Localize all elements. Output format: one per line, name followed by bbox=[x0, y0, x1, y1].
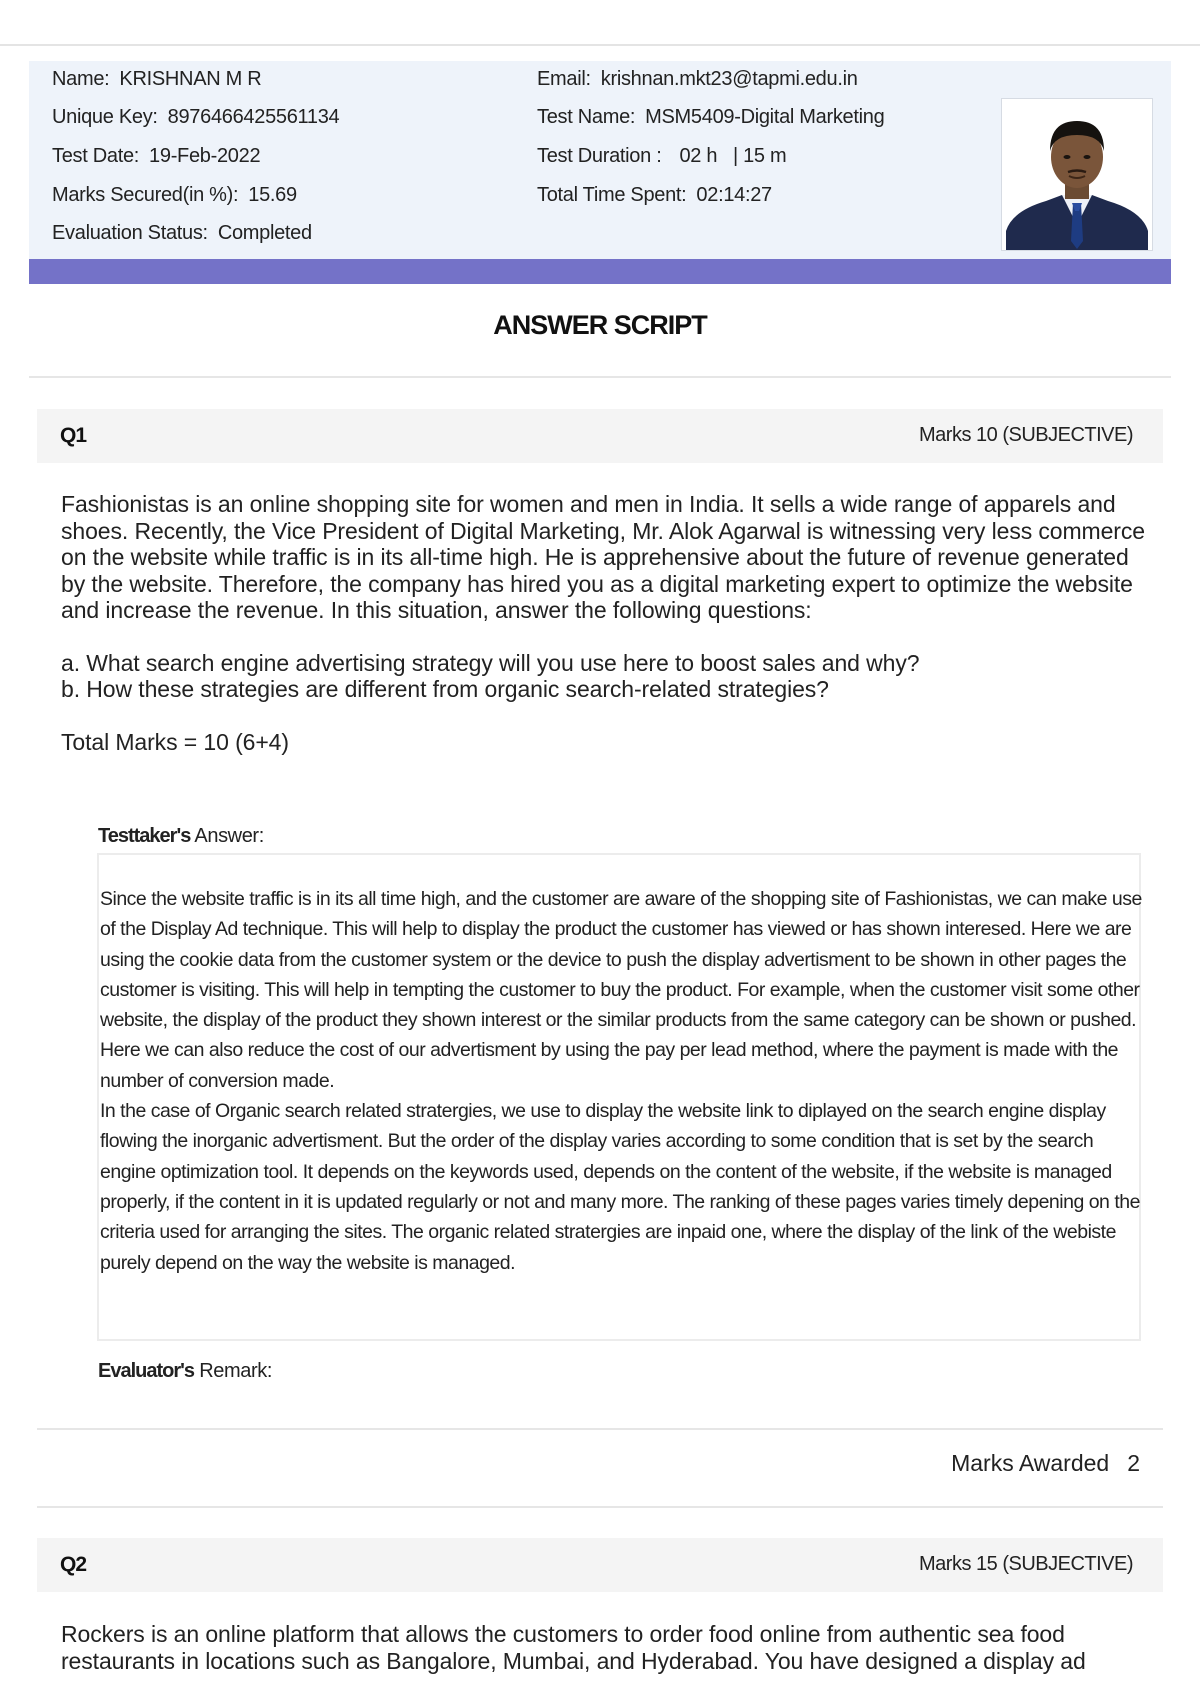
test-duration-row bbox=[537, 144, 786, 168]
candidate-photo bbox=[1001, 98, 1153, 251]
time-spent-row bbox=[537, 183, 772, 207]
question-1-number: Q1 bbox=[60, 424, 87, 447]
evaluator-remark-label bbox=[98, 1360, 272, 1383]
evaluation-status-label: Evaluation Status: bbox=[52, 222, 208, 244]
question-2-body: Rockers is an online platform that allows the customers to order food online from authentic sea food restaurants in locations such as Bangalore, Mumbai, and Hyderabad. You have designed a display ad bbox=[61, 1621, 1086, 1674]
page-title: ANSWER SCRIPT bbox=[493, 310, 707, 340]
question-2-text bbox=[61, 1621, 1151, 1674]
marks-awarded-label: Marks Awarded bbox=[951, 1450, 1110, 1476]
question-1-text bbox=[61, 491, 1151, 755]
question-2-header bbox=[37, 1538, 1163, 1592]
marks-secured-row bbox=[52, 183, 297, 207]
question-1-part-a: a. What search engine advertising strategy will you use here to boost sales and why? bbox=[61, 649, 920, 676]
evaluator-label-text: Remark: bbox=[199, 1360, 272, 1382]
evaluation-status-row bbox=[52, 221, 312, 245]
answer-paragraph-1: Since the website traffic is in its all time high, and the customer are aware of the shopping site of Fashionistas, we can make use of the Display Ad technique. This will help to display the product the customer has viewed or has shown interesed. Here we are using the cookie data from the customer system or the device to push the display advertisment to be shown in other pages the customer is visiting. This will help in tempting the customer to buy the product. For example, when the customer visit some other website, the display of the product they shown interest or the similar products from the same category can be shown or pushed. Here we can also reduce the cost of our advertisment by using the pay per lead method, where the payment is made with the number of conversion made. bbox=[100, 888, 1142, 1092]
evaluator-label-bold: Evaluator's bbox=[98, 1360, 195, 1382]
candidate-email: krishnan.mkt23@tapmi.edu.in bbox=[600, 68, 858, 90]
candidate-portrait-image bbox=[1002, 99, 1152, 250]
candidate-name: KRISHNAN M R bbox=[119, 68, 262, 90]
unique-key: 8976466425561134 bbox=[167, 106, 340, 128]
evaluation-status: Completed bbox=[217, 222, 312, 244]
test-name-row bbox=[537, 105, 884, 129]
divider bbox=[37, 1428, 1163, 1430]
answer-label-text: Answer: bbox=[194, 825, 264, 847]
marks-awarded bbox=[951, 1450, 1140, 1477]
question-2-marks: Marks 15 (SUBJECTIVE) bbox=[919, 1553, 1133, 1575]
answer-label-bold: Testtaker's bbox=[98, 825, 191, 847]
marks-secured: 15.69 bbox=[248, 184, 297, 206]
email-label: Email: bbox=[537, 68, 591, 90]
unique-key-row bbox=[52, 105, 339, 129]
test-duration: 02 h | 15 m bbox=[679, 145, 787, 167]
question-1-header bbox=[37, 409, 1163, 463]
time-spent: 02:14:27 bbox=[696, 184, 772, 206]
top-divider bbox=[0, 44, 1200, 46]
divider bbox=[37, 1506, 1163, 1508]
question-1-total-marks: Total Marks = 10 (6+4) bbox=[61, 728, 289, 755]
answer-label bbox=[98, 825, 264, 848]
test-date-row bbox=[52, 144, 260, 168]
title-divider bbox=[29, 376, 1171, 378]
email-row bbox=[537, 67, 858, 91]
test-name: MSM5409-Digital Marketing bbox=[645, 106, 885, 128]
test-name-label: Test Name: bbox=[537, 106, 636, 128]
marks-awarded-value: 2 bbox=[1127, 1450, 1140, 1476]
info-card-accent-band bbox=[29, 259, 1171, 284]
unique-key-label: Unique Key: bbox=[52, 106, 158, 128]
candidate-name-row bbox=[52, 67, 261, 91]
answer-paragraph-2: In the case of Organic search related stratergies, we use to display the website link to diplayed on the search engine display flowing the inorganic advertisment. But the order of the display varies according to some condition that is set by the search engine optimization tool. It depends on the keywords used, depends on the content of the website, if the website is managed properly, if the content in it is updated regularly or not and many more. The ranking of these pages varies timely depening on the criteria used for arranging the sites. The organic related stratergies are inpaid one, where the display of the link of the webiste purely depend on the way the website is managed. bbox=[100, 1100, 1140, 1274]
question-1-marks: Marks 10 (SUBJECTIVE) bbox=[919, 424, 1133, 446]
marks-secured-label: Marks Secured(in %): bbox=[52, 184, 239, 206]
question-1-part-b: b. How these strategies are different from organic search-related strategies? bbox=[61, 676, 829, 702]
question-2-number: Q2 bbox=[60, 1553, 87, 1576]
test-duration-label: Test Duration : bbox=[537, 145, 662, 167]
answer-text bbox=[100, 884, 1142, 1278]
question-1-body: Fashionistas is an online shopping site for women and men in India. It sells a wide range of apparels and shoes. Recently, the Vice President of Digital Marketing, Mr. Alok Agarwal is witnessing very less commerce on the website while traffic is in its all-time high. He is apprehensive about the future of revenue generated by the website. Therefore, the company has hired you as a digital marketing expert to optimize the website and increase the revenue. In this situation, answer the following questions: bbox=[61, 491, 1145, 623]
name-label: Name: bbox=[52, 68, 110, 90]
test-date: 19-Feb-2022 bbox=[149, 145, 261, 167]
time-spent-label: Total Time Spent: bbox=[537, 184, 687, 206]
test-date-label: Test Date: bbox=[52, 145, 140, 167]
